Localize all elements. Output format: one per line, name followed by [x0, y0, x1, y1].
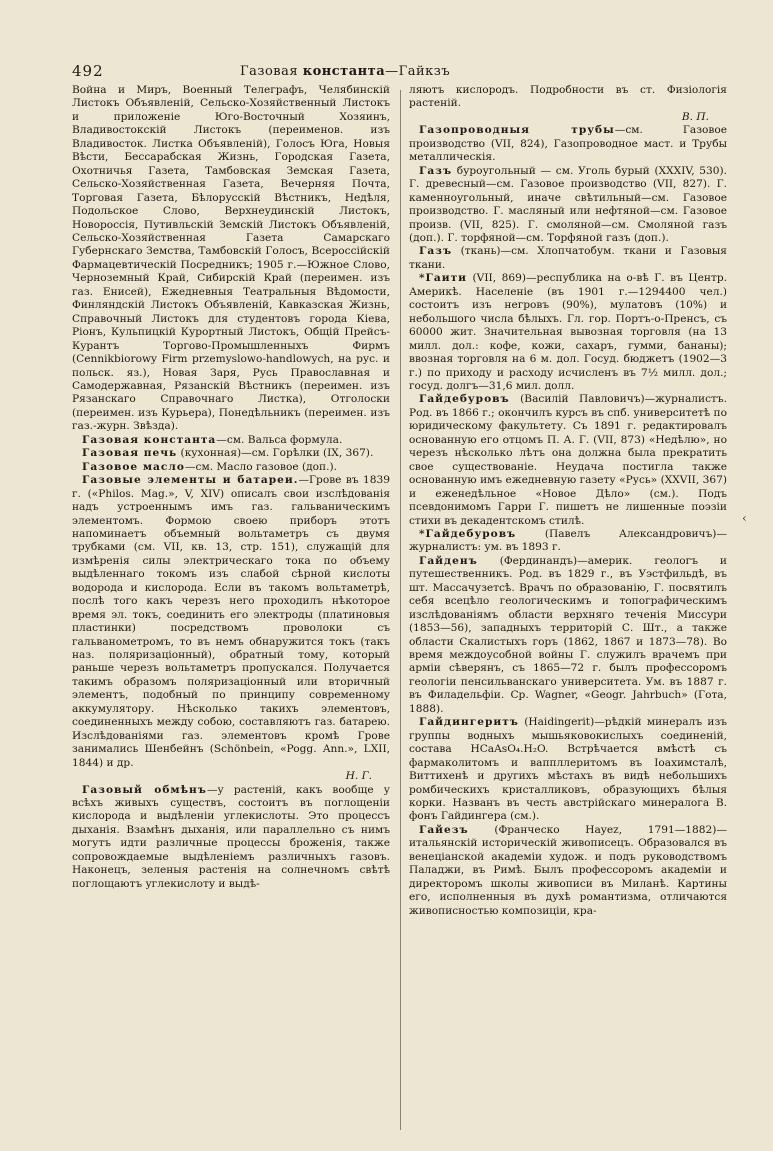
entry-paragraph — [72, 434, 390, 447]
entry-text: (VII, 869)—республика на о-вѣ Г. въ Центр. Америкѣ. Населеніе (въ 1901 г.—1294400 чел.) состоитъ изъ негровъ (90%), мулатовъ (10%) и небольшого числа бѣлыхъ. Гл. гор. Портъ-о-Пренсъ, съ 60000 жит. Значительная вывозная торговля (на 13 милл. дол.: кофе, кожи, сахаръ, гумми, бананы); ввозная торговля на 6 м. дол. Госуд. бюджетъ (1902—3 г.) по приходу и расходу исчисленъ въ 7½ милл. дол.; госуд. долгъ—31,6 мил. долл. — [409, 272, 727, 392]
entry-text: —см. Масло газовое (доп.). — [184, 460, 337, 473]
entry-term: Газъ — [419, 245, 453, 258]
entry-term: Гайдебуровъ — [419, 393, 510, 406]
entry-term: Газъ — [419, 164, 453, 177]
running-title-part-2: константа — [302, 64, 386, 79]
author-signature: В. П. — [681, 110, 709, 123]
entry-paragraph — [72, 84, 390, 434]
running-title-part-3: —Гайкзъ — [385, 64, 451, 79]
running-title-part-1: Газовая — [240, 64, 299, 79]
entry-text: (ткань)—см. Хлопчатобум. ткани и Газовыя ткани. — [409, 245, 727, 271]
entry-paragraph — [72, 447, 390, 460]
page-number: 492 — [72, 62, 104, 80]
entry-paragraph — [409, 716, 727, 824]
entry-paragraph — [409, 555, 727, 716]
entry-text: (Павелъ Александровичъ)—журналистъ: ум. въ 1893 г. — [409, 527, 727, 554]
entry-paragraph — [409, 84, 727, 124]
entry-text: буроугольный — см. Уголь бурый (XXXIV, 530). Г. древесный—см. Газовое производство (VII, 827). Г. каменноугольный, иначе свѣтильный—см. Газовое производство. Г. масляный или нефтяной—см. Газовое произв. (VII, 825). Г. смоляной—см. Смоляной газъ (доп.). Г. торфяной—см. Торфяной газъ (доп.). — [409, 164, 727, 244]
entry-term: Газовая константа — [82, 433, 217, 446]
entry-term: Гайезъ — [419, 823, 469, 836]
entry-text: —у растеній, какъ вообще у всѣхъ живыхъ существъ, состоитъ въ поглощеніи кислорода и выдѣленіи углекислоты. Это процессъ дыханія. Взамѣнъ дыханія, или параллельно съ нимъ могутъ идти различные процессы броженія, также сопровождаемые выдѣленіемъ различныхъ газовъ. Наконецъ, зеленыя растенія на солнечномъ свѣтѣ поглощаютъ углекислоту и выдѣ- — [72, 783, 390, 890]
entry-text: (Франческо Hayez, 1791—1882)—итальянскій историческій живописецъ. Образовался въ венеціанской академіи худож. и подъ руководствомъ Паладжи, въ Римѣ. Былъ профессоромъ академіи и директоромъ школы живописи въ Миланѣ. Картины его, исполненныя въ духѣ романтизма, отличаются живописностью композиціи, кра- — [409, 823, 727, 917]
running-title — [240, 64, 600, 79]
entry-text: (Haidingerit)—рѣдкій минералъ изъ группы водныхъ мышьяковокислыхъ соединеній, состава HCaAsO₄.H₂O. Встрѣчается вмѣстѣ съ фармаколитомъ и ваппллеритомъ въ Іоахимсталѣ, Виттихенѣ и другихъ мѣстахъ въ видѣ небольшихъ ромбическихъ кристалликовъ, образующихъ бѣлыя корки. Названъ въ честь австрійскаго минералога В. фонъ Гайдингера (см.). — [409, 716, 727, 823]
entry-paragraph — [409, 165, 727, 246]
entry-text: —Грове въ 1839 г. («Philos. Mag.», V, XIV) описалъ свои изслѣдованія надъ устроеннымъ имъ газ. гальваническимъ элементомъ. Формою своею приборъ этотъ напоминаетъ объемный вольтаметръ съ двумя трубками (см. VII, кв. 13, стр. 151), служащій для измѣренія силы электрическаго тока по объему выдѣленнаго токомъ изъ слабой сѣрной кислоты водорода и кислорода. Если въ такомъ вольтаметрѣ, послѣ того какъ черезъ него проходилъ нѣкоторое время эл. токъ, соединить его электроды (платиновыя пластинки) посредствомъ проволоки съ гальванометромъ, то въ немъ обнаружится токъ (такъ наз. поляризаціонный), обратный тому, который раньше черезъ вольтаметръ пропускался. Получается такимъ образомъ поляризаціонный или вторичный элементъ, подобный по принципу современному аккумулятору. Нѣсколько такихъ элементовъ, соединенныхъ между собою, составляютъ газ. батарею. Изслѣдованіями газ. элементовъ кромѣ Грове занимались Шенбейнъ (Schönbein, «Pogg. Ann.», LXII, 1844) и др. — [72, 474, 390, 769]
entry-paragraph — [409, 272, 727, 393]
entry-term: Гайдингеритъ — [419, 716, 519, 729]
entry-text: (Василій Павловичъ)—журналистъ. Род. въ 1866 г.; окончилъ курсъ въ спб. университетѣ по юридическому факультету. Съ 1891 г. редактировалъ основанную его отцомъ П. А. Г. (VII, 873) «Недѣлю», но черезъ нѣсколько лѣтъ она должна была прекратить свое существованіе. Неудача постигла также основанную имъ ежедневную газету «Русь» (XXVII, 367) и еженедѣльное «Новое Дѣло» (см.). Подъ псевдонимомъ Гарри Г. пишетъ не лишенные поэзіи стихи въ декадентскомъ стилѣ. — [409, 393, 727, 527]
entry-paragraph — [72, 461, 390, 474]
entry-paragraph — [72, 474, 390, 783]
entry-text: —см. Газовое производство (VII, 824), Газопроводное маст. и Трубы металлическія. — [409, 124, 727, 164]
column-divider — [400, 90, 401, 1130]
entry-term: Газовый обмѣнъ — [82, 783, 207, 796]
author-signature: Н. Г. — [345, 770, 372, 783]
margin-mark: ‹ — [742, 511, 747, 525]
entry-term: *Гаити — [419, 272, 467, 285]
entry-text: Война и Миръ, Военный Телеграфъ, Челябинскій Листокъ Объявленій, Сельско-Хозяйственный Листокъ и приложеніе Юго-Восточный Хозяинъ, Владивостокскій Листокъ (переименов. изъ Владивосток. Листка Объявленій), Голосъ Юга, Новыя Вѣсти, Бессарабская Жизнь, Городская Газета, Охотничья Газета, Тамбовская Земская Газета, Сельско-Хозяйственная Газета, Вечерняя Почта, Торговая Газета, Бѣлорусскій Вѣстникъ, Недѣля, Подольское Слово, Верхнеудинскій Листокъ, Новороссія, Путивльскій Земскій Листокъ Объявленій, Сельско-Хозяйственная Газета Самарскаго Губернскаго Земства, Тамбовскій Голосъ, Всероссійскій Фармацевтическій Посредникъ; 1905 г.—Южное Слово, Черноземный Край, Сибирскій Край (переимен. изъ газ. Енисей), Ежедневныя Театральныя Вѣдомости, Финляндскій Листокъ Объявленій, Кавказская Жизнь, Справочный Листокъ для студентовъ города Кіева, Ріонъ, Кульпицкій Курортный Листокъ, Общій Прейсъ-Курантъ Торгово-Промышленныхъ Фирмъ (Cennikbiorowy Firm przemyslowo-handlowych, на рус. и польск. яз.), Новая Заря, Русь Православная и Самодержавная, Рязанскій Вѣстникъ (переимен. изъ Рязанскаго Справочнаго Листка), Отголоски (переимен. изъ Курьера), Понедѣльникъ (переимен. изъ газ.-журн. Звѣзда). — [72, 84, 390, 433]
entry-text: (кухонная)—см. Горѣлки (IX, 367). — [177, 447, 374, 460]
left-column — [72, 84, 390, 1136]
entry-paragraph — [409, 824, 727, 918]
right-column — [409, 84, 727, 1136]
entry-term: Гайденъ — [419, 554, 478, 567]
entry-term: Газовые элементы и батареи. — [82, 474, 299, 487]
entry-paragraph — [409, 393, 727, 528]
entry-term: Газовое масло — [82, 460, 185, 473]
entry-paragraph — [409, 245, 727, 272]
entry-text: —см. Вальса формула. — [216, 433, 343, 446]
entry-text: (Фердинандъ)—америк. геологъ и путешественникъ. Род. въ 1829 г., въ Уэстфильдѣ, въ шт. Массачузетсѣ. Врачъ по образованію, Г. посвятилъ себя всецѣло геологическимъ и топографическимъ изслѣдованіямъ области верхняго теченія Миссури (1853—56), западныхъ территорій С. Шт., а также области Скалистыхъ горъ (1862, 1867 и 1873—78). Во время междоусобной войны Г. служилъ врачемъ при арміи сѣверянъ, съ 1865—72 г. былъ профессоромъ геологіи пенсильванскаго университета. Ум. въ 1887 г. въ Филадельфіи. Ср. Wagner, «Geogr. Jahrbuch» (Гота, 1888). — [409, 554, 727, 715]
entry-paragraph — [409, 528, 727, 555]
entry-term: Газопроводныя трубы — [419, 124, 615, 137]
entry-term: Газовая печь — [82, 447, 178, 460]
entry-term: *Гайдебуровъ — [419, 527, 517, 540]
entry-paragraph — [72, 784, 390, 892]
entry-text: ляютъ кислородъ. Подробности въ ст. Физіологія растеній. — [409, 84, 727, 110]
entry-paragraph — [409, 124, 727, 164]
